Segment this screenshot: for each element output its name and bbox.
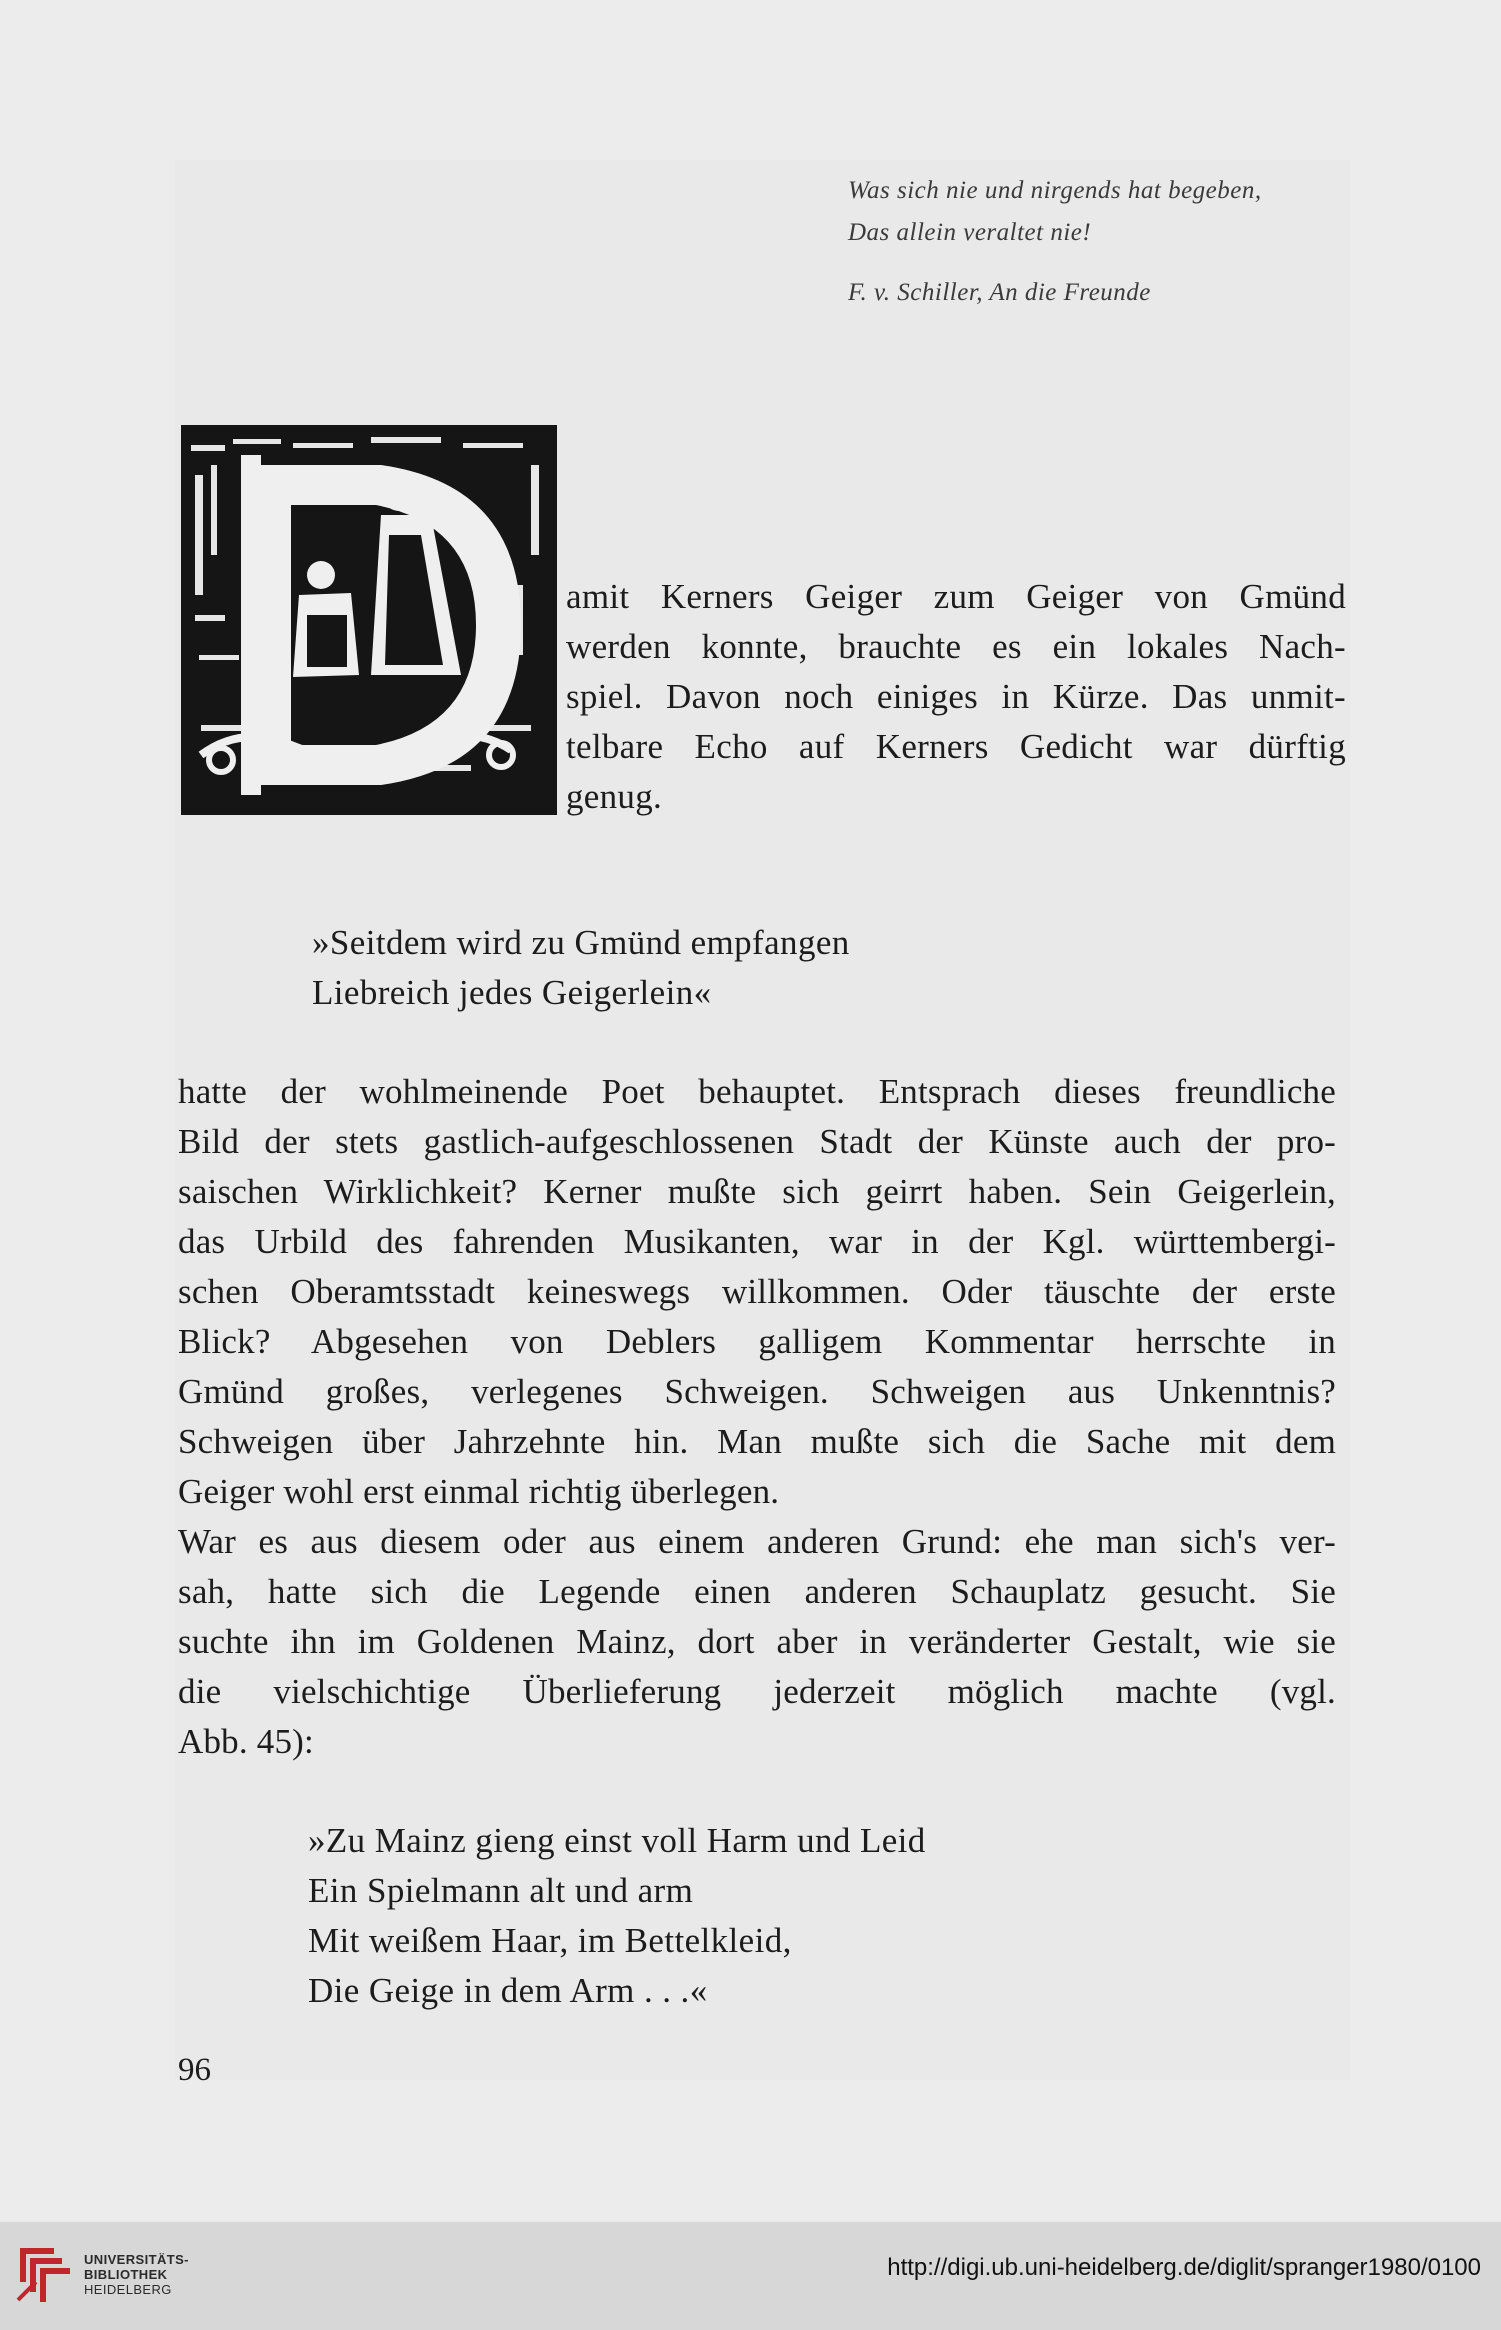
text-line: schen Oberamtsstadt keineswegs willkommen. Oder täuschte der erste — [178, 1272, 1336, 1311]
verse-line: »Zu Mainz gieng einst voll Harm und Leid — [308, 1821, 926, 1860]
text-line: amit Kerners Geiger zum Geiger von Gmünd — [566, 577, 1346, 616]
epigraph — [848, 170, 1368, 314]
verse-quote — [308, 1816, 926, 2016]
epigraph-attribution: F. v. Schiller, An die Freunde — [848, 279, 1151, 306]
epigraph-line: Was sich nie und nirgends hat begeben, — [848, 177, 1262, 204]
library-name-line: HEIDELBERG — [84, 2282, 172, 2297]
woodcut-initial-d — [181, 425, 557, 815]
text-line: Geiger wohl erst einmal richtig überlegen. — [178, 1472, 780, 1511]
text-line: telbare Echo auf Kerners Gedicht war dürftig — [566, 727, 1346, 766]
text-line: Gmünd großes, verlegenes Schweigen. Schweigen aus Unkenntnis? — [178, 1372, 1336, 1411]
source-url-link[interactable]: http://digi.ub.uni-heidelberg.de/diglit/spranger1980/0100 — [887, 2254, 1481, 2281]
library-logo-icon[interactable] — [14, 2238, 72, 2308]
text-line: Schweigen über Jahrzehnte hin. Man mußte sich die Sache mit dem — [178, 1422, 1336, 1461]
verse-line: Liebreich jedes Geigerlein« — [312, 973, 712, 1012]
text-line: spiel. Davon noch einiges in Kürze. Das unmit- — [566, 677, 1346, 716]
text-line: das Urbild des fahrenden Musikanten, war in der Kgl. württembergi- — [178, 1222, 1336, 1261]
text-line: Bild der stets gastlich-aufgeschlossenen Stadt der Künste auch der pro- — [178, 1122, 1336, 1161]
verse-quote — [312, 918, 850, 1018]
text-line: werden konnte, brauchte es ein lokales Nach- — [566, 627, 1346, 666]
verse-line: »Seitdem wird zu Gmünd empfangen — [312, 923, 850, 962]
verse-line: Ein Spielmann alt und arm — [308, 1871, 694, 1910]
library-name-line: UNIVERSITÄTS- — [84, 2252, 189, 2267]
text-line: die vielschichtige Überlieferung jederzeit möglich machte (vgl. — [178, 1672, 1336, 1711]
text-line: Abb. 45): — [178, 1722, 314, 1761]
woodcut-illustration — [181, 425, 557, 815]
verse-line: Mit weißem Haar, im Bettelkleid, — [308, 1921, 792, 1960]
verse-line: Die Geige in dem Arm . . .« — [308, 1971, 708, 2010]
epigraph-line: Das allein veraltet nie! — [848, 219, 1092, 246]
text-line: Blick? Abgesehen von Deblers galligem Kommentar herrschte in — [178, 1322, 1336, 1361]
digitization-footer — [0, 2222, 1501, 2330]
text-line: saischen Wirklichkeit? Kerner mußte sich geirrt haben. Sein Geigerlein, — [178, 1172, 1336, 1211]
library-name — [84, 2252, 189, 2297]
text-line: genug. — [566, 777, 663, 816]
text-line: War es aus diesem oder aus einem anderen Grund: ehe man sich's ver- — [178, 1522, 1336, 1561]
drop-cap-paragraph — [566, 572, 1346, 822]
text-line: suchte ihn im Goldenen Mainz, dort aber in veränderter Gestalt, wie sie — [178, 1622, 1336, 1661]
text-line: sah, hatte sich die Legende einen anderen Schauplatz gesucht. Sie — [178, 1572, 1336, 1611]
body-paragraphs — [178, 1067, 1336, 1767]
library-name-line: BIBLIOTHEK — [84, 2267, 168, 2282]
page-number: 96 — [178, 2052, 211, 2088]
text-line: hatte der wohlmeinende Poet behauptet. Entsprach dieses freundliche — [178, 1072, 1336, 1111]
